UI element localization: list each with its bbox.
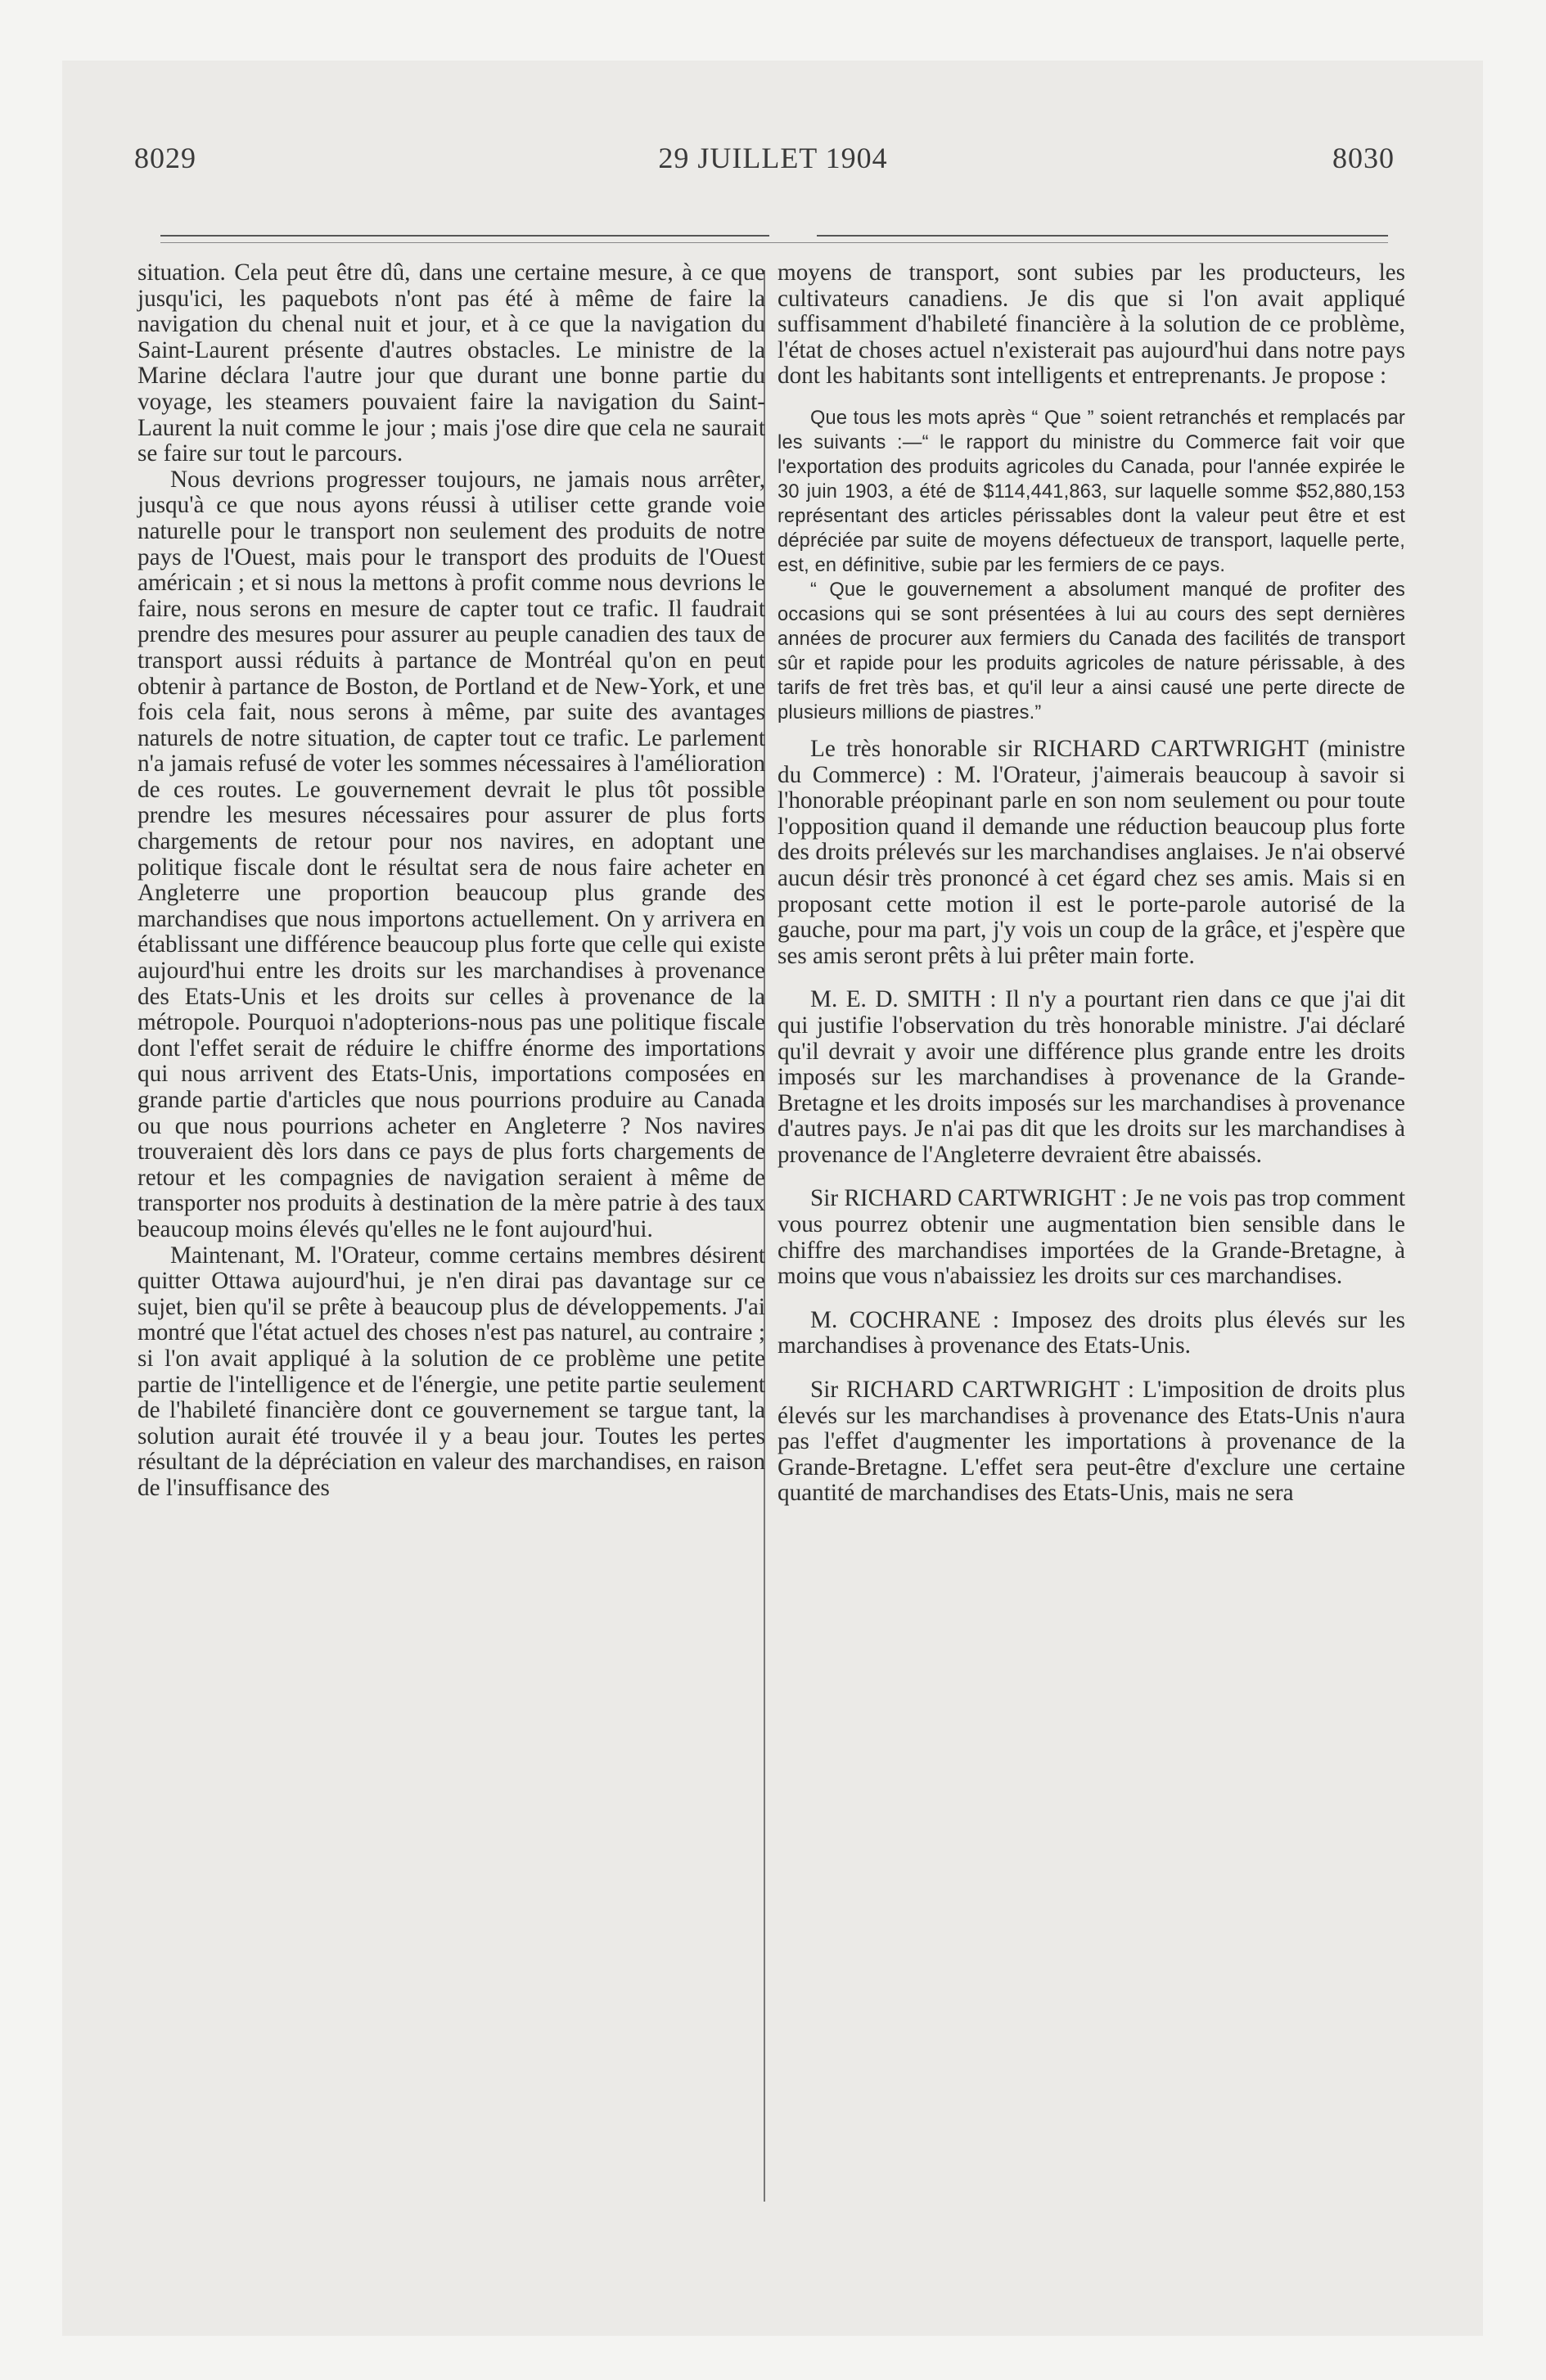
page-number-left: 8029 [134,142,196,174]
motion-text: “ Que le gouvernement a absolument manqué de profiter des occasions qui se sont présentées à lui au cours des sept dernières années de procurer aux fermiers du Canada des facilités de transport sûr et rapide pour les produits agricoles de nature périssable, à des tarifs de fret très bas, et qu'il leur a ainsi causé une perte directe de plusieurs millions de piastres.” [778,579,1405,723]
paragraph: moyens de transport, sont subies par les producteurs, les cultivateurs canadiens. Je dis que si l'on avait appliqué suffisamment d'habileté financière à la solution de ce problème, l'état de choses actuel n'existerait pas aujourd'hui dans notre pays dont les habitants sont intelligents et entreprenants. Je propose : [778,259,1405,390]
speaker-paragraph: M. E. D. SMITH : Il n'y a pourtant rien dans ce que j'ai dit qui justifie l'observation du très honorable ministre. J'ai déclaré qu'il devrait y avoir une différence plus grande entre les droits imposés sur les marchandises à provenance de la Grande-Bretagne et les droits imposés sur les marchandises à provenance d'autres pays. Je n'ai pas dit que les droits sur les marchandises à provenance de l'Angleterre devraient être abaissés. [778,986,1405,1168]
speaker-paragraph: Le très honorable sir RICHARD CARTWRIGHT (ministre du Commerce) : M. l'Orateur, j'aimerais beaucoup à savoir si l'honorable préopinant parle en son nom seulement ou pour toute l'opposition quand il demande une réduction beaucoup plus forte des droits prélevés sur les marchandises anglaises. Je n'ai observé aucun désir très prononcé à cet égard chez ses amis. Mais si en proposant cette motion il est le porte-parole autorisé de la gauche, pour ma part, j'y vois un coup de la grâce, et j'espère que ses amis seront prêts à lui prêter main forte. [778,735,1405,969]
left-column [137,260,765,1502]
header-rule-thin [160,242,1388,243]
right-column [778,260,1405,1507]
paragraph: situation. Cela peut être dû, dans une certaine mesure, à ce que jusqu'ici, les paquebots n'ont pas été à même de faire la navigation du chenal nuit et jour, et à ce que la navigation du Saint-Laurent présente d'autres obstacles. Le ministre de la Marine déclara l'autre jour que durant une bonne partie du voyage, les steamers pouvaient faire la navigation du Saint-Laurent la nuit comme le jour ; mais j'ose dire que cela ne saurait se faire sur tout le parcours. [137,259,765,467]
speaker-paragraph: Sir RICHARD CARTWRIGHT : Je ne vois pas trop comment vous pourrez obtenir une augmentation bien sensible dans le chiffre des marchandises importées de la Grande-Bretagne, à moins que vous n'abaissiez les droits sur ces marchandises. [778,1185,1405,1290]
header-rule-center-right [817,235,1021,237]
paragraph: Nous devrions progresser toujours, ne jamais nous arrêter, jusqu'à ce que nous ayons réussi à utiliser cette grande voie naturelle pour le transport non seulement des produits de notre pays de l'Ouest, mais pour le transport des produits de l'Ouest américain ; et si nous la mettons à profit comme nous devrions le faire, nous serons en mesure de capter tout ce trafic. Il faudrait prendre des mesures pour assurer au peuple canadien des taux de transport aussi réduits à partance de Montréal qu'on en peut obtenir à partance de Boston, de Portland et de New-York, et une fois cela fait, nous serons à même, par suite des avantages naturels de notre situation, de capter tout ce trafic. Le parlement n'a jamais refusé de voter les sommes nécessaires à l'amélioration de ces routes. Le gouvernement devrait le plus tôt possible prendre les mesures nécessaires pour assurer de plus forts chargements de retour pour nos navires, en adoptant une politique fiscale dont le résultat sera de nous faire acheter en Angleterre une proportion beaucoup plus grande des marchandises que nous importons actuellement. On y arrivera en établissant une différence beaucoup plus forte que celle qui existe aujourd'hui entre les droits sur les marchandises à provenance des Etats-Unis et les droits sur celles à provenance de la métropole. Pourquoi n'adopterions-nous pas une politique fiscale dont l'effet serait de réduire le chiffre énorme des importations qui nous arrivent des Etats-Unis, importations composées en grande partie d'articles que nous pourrions produire au Canada ou que nous pourrions acheter en Angleterre ? Nos navires trouveraient dès lors dans ce pays de plus forts chargements de retour et les compagnies de navigation seraient à même de transporter nos produits à destination de la mère patrie à des taux beaucoup moins élevés qu'elles ne le font aujourd'hui. [137,466,765,1242]
motion-text: Que tous les mots après “ Que ” soient retranchés et remplacés par les suivants :—“ le rapport du ministre du Commerce fait voir que l'exportation des produits agricoles du Canada, pour l'année expirée le 30 juin 1903, a été de $114,441,863, sur laquelle somme $52,880,153 représentant des articles périssables dont la valeur peut être et est dépréciée par suite de moyens défectueux de transport, laquelle perte, est, en définitive, subie par les fermiers de ce pays. [778,407,1405,576]
speaker-paragraph: Sir RICHARD CARTWRIGHT : L'imposition de droits plus élevés sur les marchandises à provenance des Etats-Unis n'aura pas l'effet d'augmenter les importations à provenance de la Grande-Bretagne. L'effet sera peut-être d'exclure une certaine quantité de marchandises des Etats-Unis, mais ne sera [778,1377,1405,1507]
speaker-paragraph: M. COCHRANE : Imposez des droits plus élevés sur les marchandises à provenance des Etats-Unis. [778,1306,1405,1359]
paragraph: Maintenant, M. l'Orateur, comme certains membres désirent quitter Ottawa aujourd'hui, je n'en dirai pas davantage sur ce sujet, bien qu'il se prête à beaucoup plus de développements. J'ai montré que l'état actuel des choses n'est pas naturel, au contraire ; si l'on avait appliqué à la solution de ce problème une petite partie de l'intelligence et de l'énergie, une petite partie seulement de l'habileté financière dont ce gouvernement se targue tant, la solution aurait été trouvée il y a beau jour. Toutes les pertes résultant de la dépréciation en valeur des marchandises, en raison de l'insuffisance des [137,1242,765,1501]
page-date: 29 JUILLET 1904 [658,142,888,174]
page-number-right: 8030 [1332,142,1395,174]
header-rule-right [1021,235,1388,237]
header-rule-center-left [561,235,769,237]
header-rule-left [160,235,561,237]
